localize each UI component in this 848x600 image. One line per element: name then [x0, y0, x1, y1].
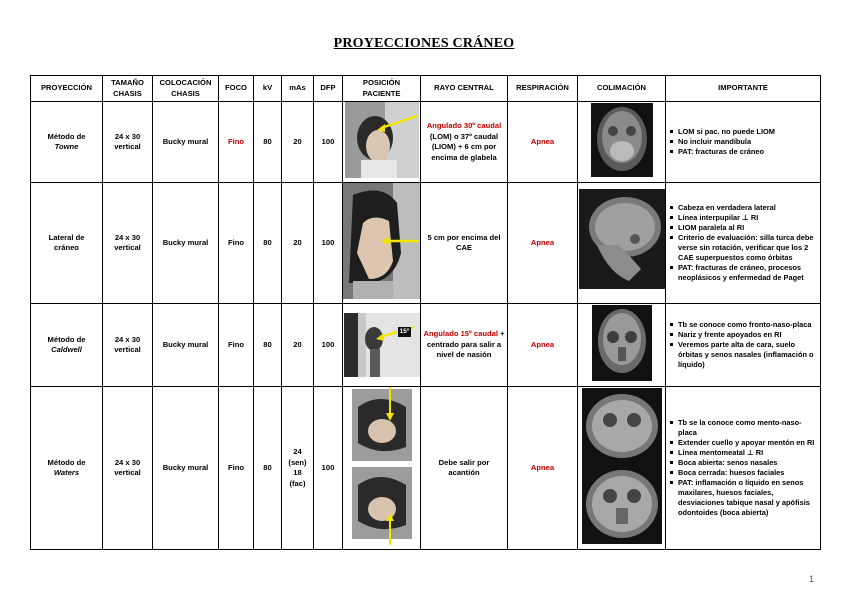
- table-row: [31, 183, 821, 304]
- colimacion-cell: [578, 304, 666, 387]
- kv-cell: 80: [254, 387, 282, 550]
- patient-photo: [345, 102, 419, 178]
- posicion-cell: [343, 102, 421, 183]
- importante-item: PAT: inflamación o líquido en senos maxilares, huesos faciales, desviaciones tabique nasal y apófisis odontoides (boca abierta): [678, 478, 818, 518]
- importante-item: Línea interpupilar ⊥ RI: [678, 213, 818, 223]
- kv-cell: 80: [254, 102, 282, 183]
- importante-item: Boca cerrada: huesos faciales: [678, 468, 818, 478]
- importante-list: [668, 320, 818, 370]
- mas-cell: 20: [282, 183, 314, 304]
- xray-image: [582, 388, 662, 544]
- rayo-cell: Angulado 15º caudal + centrado para salir a nivel de nasión: [421, 304, 508, 387]
- xray-image: [591, 103, 653, 177]
- tamano-cell: 24 x 30 vertical: [103, 183, 153, 304]
- posicion-cell: [343, 183, 421, 304]
- mas-cell: 20: [282, 304, 314, 387]
- tamano-cell: 24 x 30 vertical: [103, 387, 153, 550]
- proyeccion-cell: Método de Waters: [31, 387, 103, 550]
- kv-cell: 80: [254, 183, 282, 304]
- importante-list: [668, 127, 818, 157]
- mas-cell: 20: [282, 102, 314, 183]
- foco-cell: Fino: [219, 304, 254, 387]
- header-posicion: POSICIÓN PACIENTE: [343, 76, 421, 102]
- rayo-cell: Angulado 30º caudal (LOM) o 37º caudal (LIOM) + 6 cm por encima de glabela: [421, 102, 508, 183]
- importante-item: Boca abierta: senos nasales: [678, 458, 818, 468]
- foco-cell: Fino: [219, 102, 254, 183]
- header-rayo: RAYO CENTRAL: [421, 76, 508, 102]
- importante-list: [668, 203, 818, 283]
- respiracion-cell: Apnea: [508, 304, 578, 387]
- importante-item: Línea mentomeatal ⊥ RI: [678, 448, 818, 458]
- importante-item: PAT: fracturas de cráneo: [678, 147, 818, 157]
- patient-photo: [350, 387, 414, 545]
- xray-image: [579, 185, 665, 297]
- respiracion-cell: Apnea: [508, 183, 578, 304]
- importante-item: Nariz y frente apoyados en RI: [678, 330, 818, 340]
- colocacion-cell: Bucky mural: [153, 102, 219, 183]
- rayo-cell: 5 cm por encima del CAE: [421, 183, 508, 304]
- proyeccion-cell: Método de Towne: [31, 102, 103, 183]
- header-foco: FOCO: [219, 76, 254, 102]
- colimacion-cell: [578, 102, 666, 183]
- patient-photo: [343, 183, 421, 299]
- importante-item: Extender cuello y apoyar mentón en RI: [678, 438, 818, 448]
- posicion-cell: [343, 304, 421, 387]
- page-number: 1: [808, 574, 814, 584]
- importante-cell: [666, 183, 821, 304]
- colimacion-cell: [578, 183, 666, 304]
- importante-item: LIOM paralela al RI: [678, 223, 818, 233]
- importante-item: Veremos parte alta de cara, suelo órbitas y senos nasales (inflamación o líquido): [678, 340, 818, 370]
- colocacion-cell: Bucky mural: [153, 304, 219, 387]
- respiracion-cell: Apnea: [508, 102, 578, 183]
- importante-cell: [666, 387, 821, 550]
- header-colimacion: COLIMACIÓN: [578, 76, 666, 102]
- posicion-cell: [343, 387, 421, 550]
- header-mas: mAs: [282, 76, 314, 102]
- header-colocacion: COLOCACIÓN CHASIS: [153, 76, 219, 102]
- projections-table: [30, 75, 821, 550]
- kv-cell: 80: [254, 304, 282, 387]
- importante-item: Cabeza en verdadera lateral: [678, 203, 818, 213]
- header-respiracion: RESPIRACIÓN: [508, 76, 578, 102]
- angle-badge: 15º: [399, 328, 410, 335]
- importante-item: LOM si pac. no puede LIOM: [678, 127, 818, 137]
- respiracion-cell: Apnea: [508, 387, 578, 550]
- xray-image: [592, 305, 652, 381]
- patient-photo: [344, 313, 420, 377]
- importante-item: Criterio de evaluación: silla turca debe verse sin rotación, verificar que los 2 CAE superpuestos como órbitas: [678, 233, 818, 263]
- mas-cell: 24 (sen) 18 (fac): [282, 387, 314, 550]
- importante-item: PAT: fracturas de cráneo, procesos neoplásicos y enfermedad de Paget: [678, 263, 818, 283]
- table-row: [31, 102, 821, 183]
- rayo-cell: Debe salir por acantión: [421, 387, 508, 550]
- colocacion-cell: Bucky mural: [153, 183, 219, 304]
- importante-item: Tb se conoce como fronto-naso-placa: [678, 320, 818, 330]
- colocacion-cell: Bucky mural: [153, 387, 219, 550]
- colimacion-cell: [578, 387, 666, 550]
- tamano-cell: 24 x 30 vertical: [103, 102, 153, 183]
- tamano-cell: 24 x 30 vertical: [103, 304, 153, 387]
- foco-cell: Fino: [219, 387, 254, 550]
- dfp-cell: 100: [314, 304, 343, 387]
- dfp-cell: 100: [314, 183, 343, 304]
- header-dfp: DFP: [314, 76, 343, 102]
- proyeccion-cell: Lateral de cráneo: [31, 183, 103, 304]
- page-title: PROYECCIONES CRÁNEO: [333, 36, 515, 51]
- header-row: [31, 76, 821, 102]
- header-kv: kV: [254, 76, 282, 102]
- header-proyeccion: PROYECCIÓN: [31, 76, 103, 102]
- importante-list: [668, 418, 818, 518]
- importante-cell: [666, 304, 821, 387]
- header-tamano: TAMAÑO CHASIS: [103, 76, 153, 102]
- importante-item: Tb se la conoce como mento-naso-placa: [678, 418, 818, 438]
- importante-item: No incluir mandíbula: [678, 137, 818, 147]
- table-row: [31, 304, 821, 387]
- proyeccion-cell: Método de Caldwell: [31, 304, 103, 387]
- importante-cell: [666, 102, 821, 183]
- foco-cell: Fino: [219, 183, 254, 304]
- dfp-cell: 100: [314, 102, 343, 183]
- table-row: [31, 387, 821, 550]
- header-importante: IMPORTANTE: [666, 76, 821, 102]
- dfp-cell: 100: [314, 387, 343, 550]
